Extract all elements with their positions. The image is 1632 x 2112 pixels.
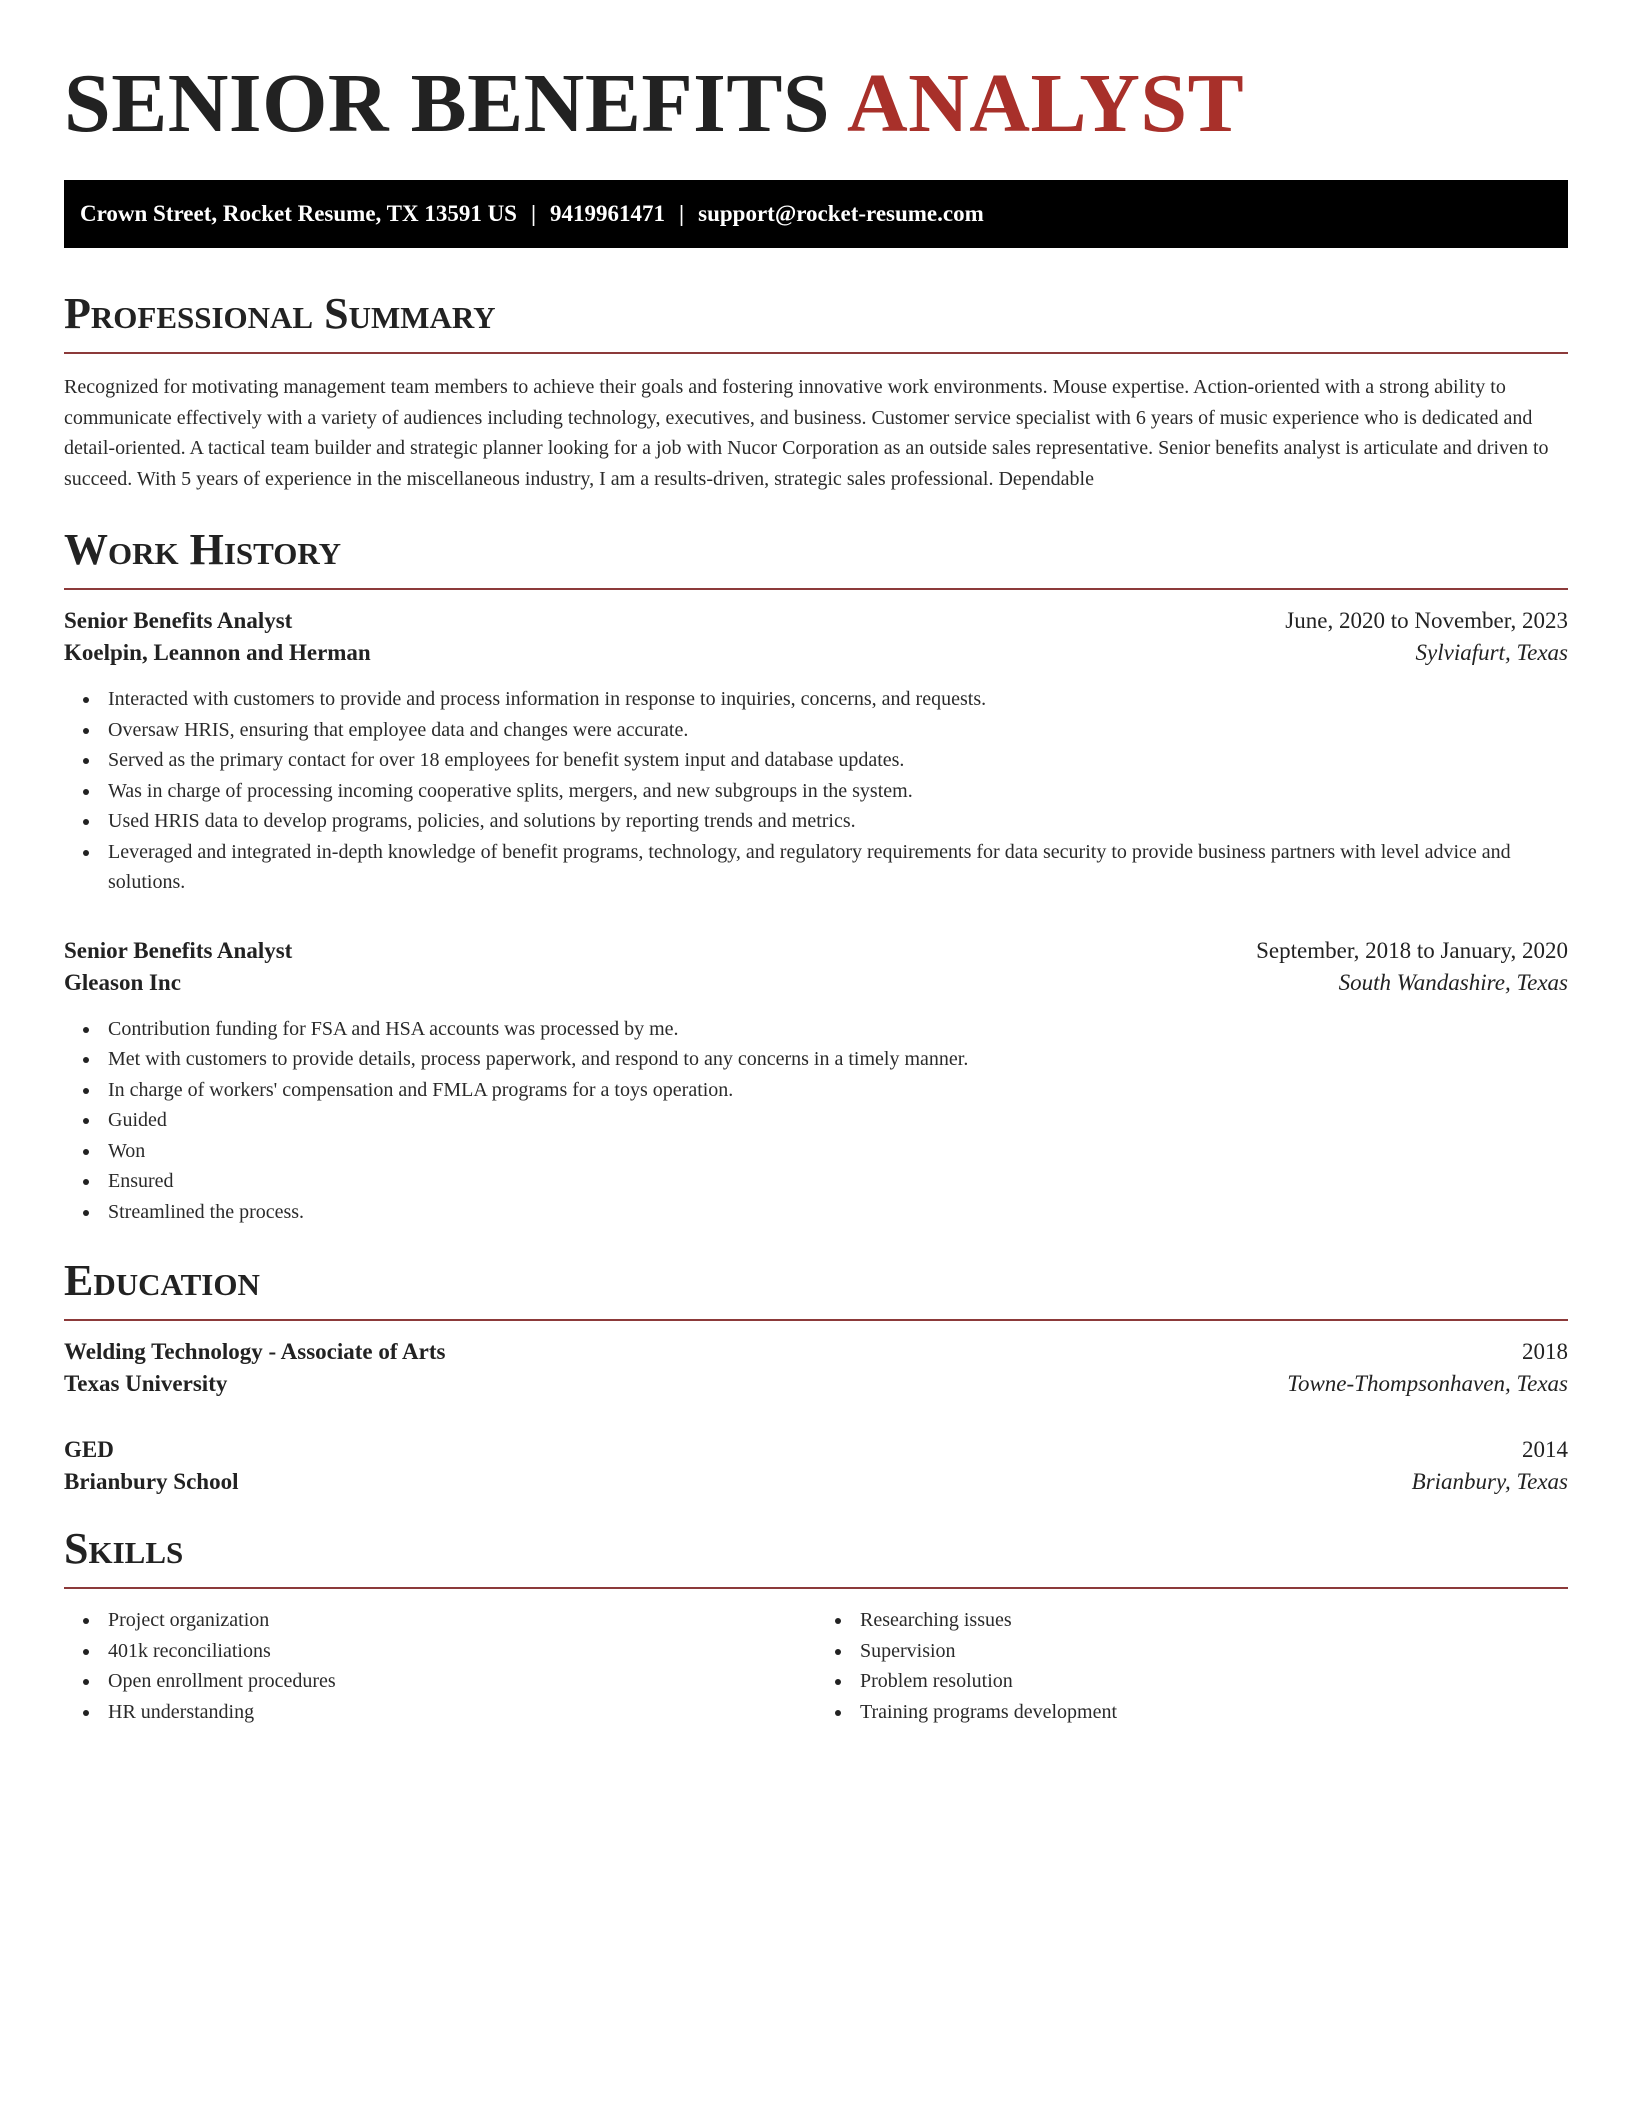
education-school-row: [64, 1469, 1568, 1495]
skills-column-left: [64, 1605, 816, 1727]
list-item: Oversaw HRIS, ensuring that employee data and changes were accurate.: [108, 715, 1568, 746]
list-item: In charge of workers' compensation and FMLA programs for a toys operation.: [108, 1075, 1568, 1106]
job-dates: June, 2020 to November, 2023: [1285, 608, 1568, 633]
job-header-row: [64, 938, 1568, 964]
job-company-row: [64, 970, 1568, 996]
name-main: SENIOR BENEFITS: [64, 57, 831, 150]
list-item: Contribution funding for FSA and HSA accounts was processed by me.: [108, 1014, 1568, 1045]
section-title-education: Education: [64, 1256, 260, 1305]
education-header-row: [64, 1339, 1568, 1365]
skill-item: Project organization: [108, 1605, 816, 1636]
list-item: Was in charge of processing incoming cooperative splits, mergers, and new subgroups in the system.: [108, 776, 1568, 807]
education-location: Towne-Thompsonhaven, Texas: [1287, 1371, 1568, 1396]
job-bullets: [64, 1014, 1568, 1228]
skills-column-right: [816, 1605, 1568, 1727]
job-location: Sylviafurt, Texas: [1415, 640, 1568, 665]
job-bullets: [64, 684, 1568, 898]
education-entry: [64, 1339, 1568, 1397]
skill-item: Problem resolution: [860, 1666, 1568, 1697]
job-location: South Wandashire, Texas: [1338, 969, 1568, 995]
job-entry: [64, 938, 1568, 1228]
summary-section: [64, 288, 1568, 494]
job-company-row: [64, 640, 1568, 666]
contact-address: Crown Street, Rocket Resume, TX 13591 US: [80, 201, 517, 226]
contact-email[interactable]: support@rocket-resume.com: [698, 201, 984, 226]
job-company: Gleason Inc: [64, 969, 181, 995]
skills-grid: [64, 1605, 1568, 1727]
skill-item: HR understanding: [108, 1697, 816, 1728]
skills-section: [64, 1523, 1568, 1727]
contact-bar: [64, 180, 1568, 248]
education-year: 2018: [1522, 1339, 1568, 1364]
section-divider: [64, 588, 1568, 590]
resume-name-heading: [64, 0, 1568, 150]
job-header-row: [64, 608, 1568, 634]
education-school: Brianbury School: [64, 1469, 239, 1494]
education-school-row: [64, 1371, 1568, 1397]
contact-separator: |: [530, 201, 537, 226]
education-degree: Welding Technology - Associate of Arts: [64, 1339, 446, 1364]
education-location: Brianbury, Texas: [1411, 1469, 1568, 1494]
summary-text: Recognized for motivating management team members to achieve their goals and fostering innovative work environments. Mouse expertise. Action-oriented with a strong ability to communicate effectively with a variety of audiences including technology, executives, and business. Customer service specialist with 6 years of music experience who is dedicated and detail-oriented. A tactical team builder and strategic planner looking for a job with Nucor Corporation as an outside sales representative. Senior benefits analyst is articulate and driven to succeed. With 5 years of experience in the miscellaneous industry, I am a results-driven, strategic sales professional. Dependable: [64, 376, 1549, 490]
list-item: Used HRIS data to develop programs, policies, and solutions by reporting trends and metrics.: [108, 806, 1568, 837]
education-entry: [64, 1437, 1568, 1495]
job-company: Koelpin, Leannon and Herman: [64, 640, 371, 665]
list-item: Streamlined the process.: [108, 1197, 1568, 1228]
name-accent: ANALYST: [846, 57, 1245, 150]
skill-item: Researching issues: [860, 1605, 1568, 1636]
job-title: Senior Benefits Analyst: [64, 937, 293, 963]
education-school: Texas University: [64, 1371, 228, 1396]
work-history-section: [64, 524, 1568, 1227]
job-dates: September, 2018 to January, 2020: [1256, 937, 1568, 963]
list-item: Interacted with customers to provide and process information in response to inquiries, concerns, and requests.: [108, 684, 1568, 715]
skill-item: Training programs development: [860, 1697, 1568, 1728]
job-title: Senior Benefits Analyst: [64, 608, 293, 633]
skill-item: Supervision: [860, 1636, 1568, 1667]
list-item: Won: [108, 1136, 1568, 1167]
education-degree: GED: [64, 1437, 114, 1462]
contact-separator: |: [679, 201, 685, 226]
section-title-work-history: Work History: [64, 525, 342, 574]
section-divider: [64, 1319, 1568, 1321]
section-divider: [64, 1587, 1568, 1589]
list-item: Ensured: [108, 1166, 1568, 1197]
section-title-summary: Professional Summary: [64, 289, 496, 338]
list-item: Guided: [108, 1105, 1568, 1136]
education-year: 2014: [1522, 1437, 1568, 1462]
list-item: Leveraged and integrated in-depth knowledge of benefit programs, technology, and regulatory requirements for data security to provide business partners with level advice and solutions.: [108, 837, 1568, 898]
skill-item: 401k reconciliations: [108, 1636, 816, 1667]
contact-phone[interactable]: 9419961471: [550, 201, 666, 226]
list-item: Met with customers to provide details, process paperwork, and respond to any concerns in a timely manner.: [108, 1044, 1568, 1075]
section-title-skills: Skills: [64, 1524, 184, 1573]
list-item: Served as the primary contact for over 18 employees for benefit system input and database updates.: [108, 745, 1568, 776]
job-entry: [64, 608, 1568, 898]
education-header-row: [64, 1437, 1568, 1463]
education-section: [64, 1255, 1568, 1495]
section-divider: [64, 352, 1568, 354]
skill-item: Open enrollment procedures: [108, 1666, 816, 1697]
